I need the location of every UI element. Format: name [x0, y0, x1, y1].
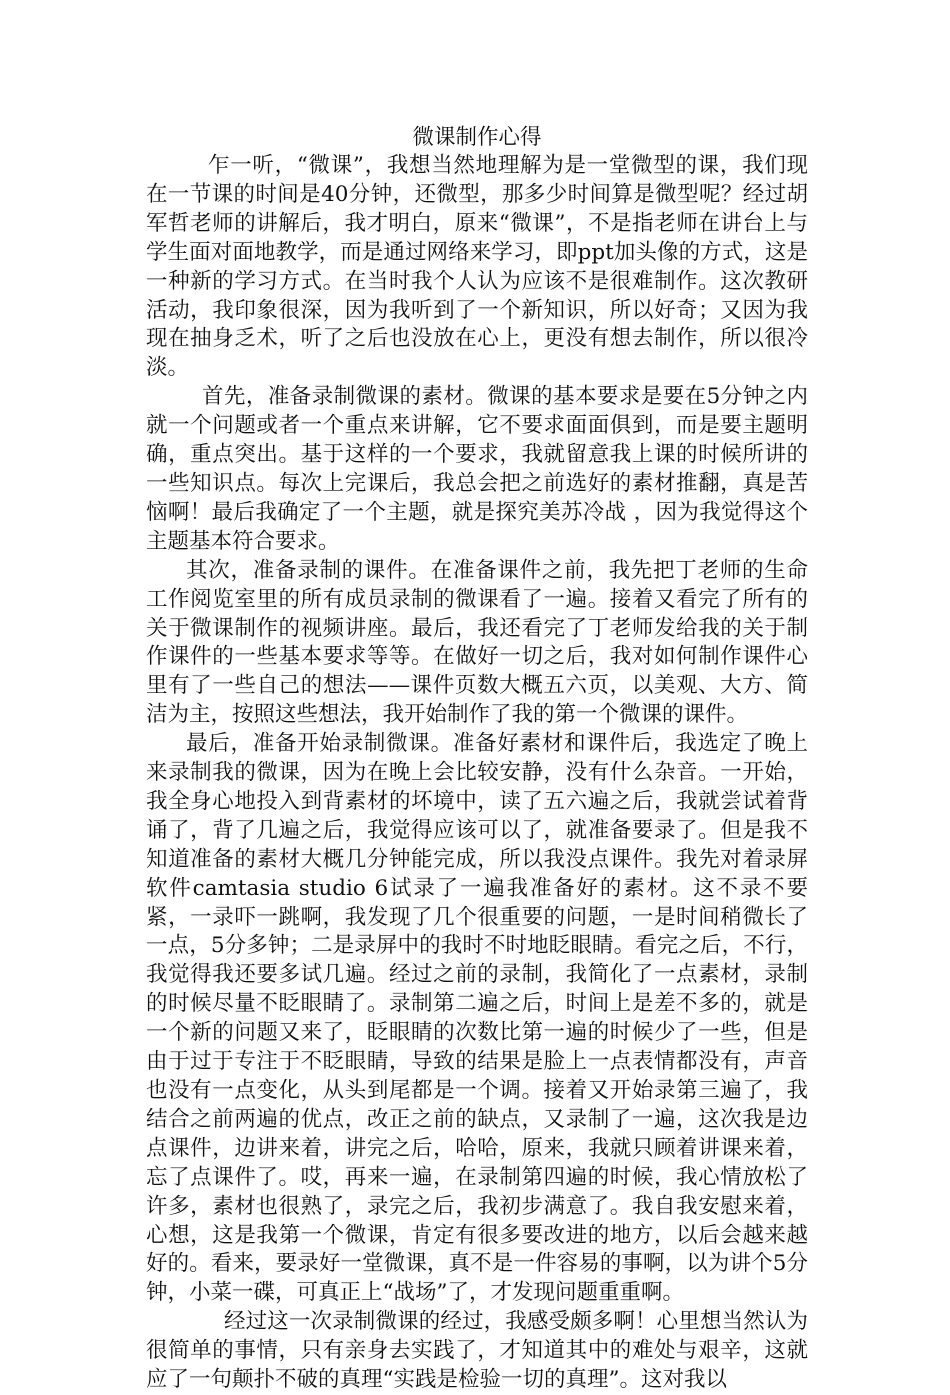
paragraph-reflection: 经过这一次录制微课的经过，我感受颇多啊！心里想当然认为很简单的事情，只有亲身去实践了，才知道其中的难处与艰辛，这就应了一句颠扑不破的真理“实践是检验一切的真理”。这对我以 — [146, 1309, 808, 1393]
paragraph-final-step: 最后，准备开始录制微课。准备好素材和课件后，我选定了晚上来录制我的微课，因为在晚上会比较安静，没有什么杂音。一开始，我全身心地投入到背素材的坏境中，读了五六遍之后，我就尝试着背诵了，背了几遍之后，我觉得应该可以了，就准备要录了。但是我不知道准备的素材大概几分钟能完成，所以我没点课件。我先对着录屏软件camtasia studio 6试录了一遍我准备好的素材。这不录不要紧，一录吓一跳啊，我发现了几个很重要的问题，一是时间稍微长了一点，5分多钟；二是录屏中的我时不时地眨眼睛。看完之后，不行，我觉得我还要多试几遍。经过之前的录制，我简化了一点素材，录制的时候尽量不眨眼睛了。录制第二遍之后，时间上是差不多的，就是一个新的问题又来了，眨眼睛的次数比第一遍的时候少了一些，但是由于过于专注于不眨眼睛，导致的结果是脸上一点表情都没有，声音也没有一点变化，从头到尾都是一个调。接着又开始录第三遍了，我结合之前两遍的优点，改正之前的缺点，又录制了一遍，这次我是边点课件，边讲来着，讲完之后，哈哈，原来，我就只顾着讲课来着，忘了点课件了。哎，再来一遍，在录制第四遍的时候，我心情放松了许多，素材也很熟了，录完之后，我初步满意了。我自我安慰来着，心想，这是我第一个微课，肯定有很多要改进的地方，以后会越来越好的。看来，要录好一堂微课，真不是一件容易的事啊，以为讲个5分钟，小菜一碟，可真正上“战场”了，才发现问题重重啊。 — [146, 731, 808, 1306]
paragraph-intro: 乍一听，“微课”，我想当然地理解为是一堂微型的课，我们现在一节课的时间是40分钟，还微型，那多少时间算是微型呢？经过胡军哲老师的讲解后，我才明白，原来“微课”，不是指老师在讲台上与学生面对面地教学，而是通过网络来学习，即ppt加头像的方式，这是一种新的学习方式。在当时我个人认为应该不是很难制作。这次教研活动，我印象很深，因为我听到了一个新知识，所以好奇；又因为我现在抽身乏术，听了之后也没放在心上，更没有想去制作，所以很冷淡。 — [146, 153, 808, 381]
paragraph-second-step: 其次，准备录制的课件。在准备课件之前，我先把丁老师的生命工作阅览室里的所有成员录制的微课看了一遍。接着又看完了所有的关于微课制作的视频讲座。最后，我还看完了丁老师发给我的关于制作课件的一些基本要求等等。在做好一切之后，我对如何制作课件心里有了一些自己的想法——课件页数大概五六页，以美观、大方、简洁为主，按照这些想法，我开始制作了我的第一个微课的课件。 — [146, 557, 808, 728]
document-body — [146, 124, 808, 1395]
document-title: 微课制作心得 — [412, 125, 542, 150]
paragraph-first-step: 首先，准备录制微课的素材。微课的基本要求是要在5分钟之内就一个问题或者一个重点来讲解，它不要求面面俱到，而是要主题明确，重点突出。基于这样的一个要求，我就留意我上课的时候所讲的一些知识点。每次上完课后，我总会把之前选好的素材推翻，真是苦恼啊！最后我确定了一个主题，就是探究美苏冷战 ，因为我觉得这个主题基本符合要求。 — [146, 384, 808, 554]
